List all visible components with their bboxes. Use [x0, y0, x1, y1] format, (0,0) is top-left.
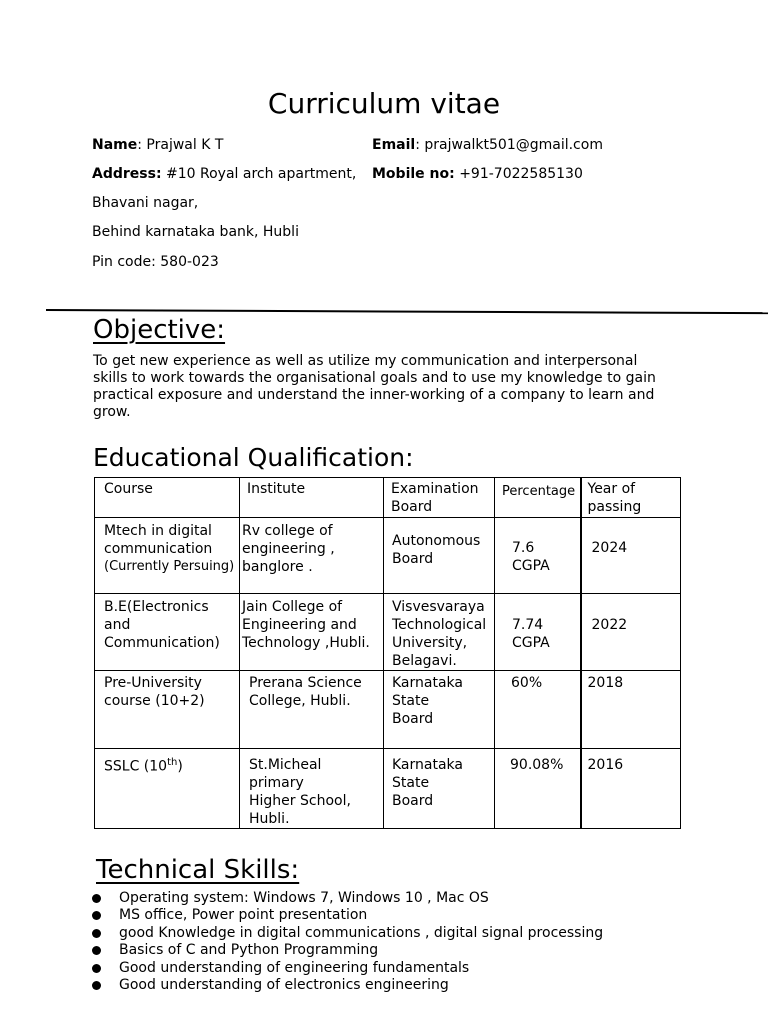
address-line-2: Bhavani nagar, [92, 195, 199, 211]
header-board: Examination Board [384, 478, 495, 518]
email-line: Email: prajwalkt501@gmail.com [372, 137, 603, 153]
name-line: Name: Prajwal K T [92, 137, 224, 153]
list-item: Good understanding of engineering fundamentals [90, 960, 603, 977]
bullet-icon [92, 911, 101, 920]
list-item: Basics of C and Python Programming [90, 942, 603, 959]
address-line1: #10 Royal arch apartment, [166, 166, 357, 182]
row-0-percentage: 7.6 CGPA [495, 518, 581, 594]
email-value: prajwalkt501@gmail.com [424, 137, 603, 153]
header-year: Year of passing [581, 478, 681, 518]
list-item: Operating system: Windows 7, Windows 10 , Mac OS [90, 890, 603, 907]
email-label: Email [372, 137, 416, 153]
skills-list [90, 890, 603, 994]
page-title: Curriculum vitae [267, 87, 501, 120]
name-label: Name [92, 137, 138, 153]
pin-code: Pin code: 580-023 [92, 254, 219, 270]
list-item: MS office, Power point presentation [90, 907, 603, 924]
row-0-course: Mtech in digital communication (Currently Persuing) [95, 518, 240, 594]
table-row [95, 518, 681, 594]
address-label: Address: [92, 166, 162, 182]
address-line-3: Behind karnataka bank, Hubli [92, 224, 299, 240]
row-3-course: SSLC (10th) [95, 749, 240, 829]
row-2-course: Pre-University course (10+2) [95, 671, 240, 749]
bullet-icon [92, 981, 101, 990]
header-institute: Institute [240, 478, 384, 518]
table-header-row [95, 478, 681, 518]
list-item: Good understanding of electronics engineering [90, 977, 603, 994]
row-2-percentage: 60% [495, 671, 581, 749]
row-3-board: Karnataka State Board [384, 749, 495, 829]
row-3-institute: St.Micheal primary Higher School, Hubli. [240, 749, 384, 829]
bullet-icon [92, 894, 101, 903]
mobile-line [372, 165, 583, 183]
header-percentage: Percentage [495, 478, 581, 518]
skills-heading: Technical Skills: [96, 855, 300, 885]
name-value: Prajwal K T [146, 137, 224, 153]
table-row [95, 671, 681, 749]
row-1-percentage: 7.74 CGPA [495, 594, 581, 671]
row-2-board: Karnataka State Board [384, 671, 495, 749]
row-0-year: 2024 [581, 518, 681, 594]
row-1-board: Visvesvaraya Technological University, Belagavi. [384, 594, 495, 671]
header-course: Course [95, 478, 240, 518]
row-1-institute: Jain College of Engineering and Technology ,Hubli. [240, 594, 384, 671]
table-row [95, 749, 681, 829]
row-2-year: 2018 [581, 671, 681, 749]
bullet-icon [92, 946, 101, 955]
row-0-institute: Rv college of engineering , banglore . [240, 518, 384, 594]
row-1-course: B.E(Electronics and Communication) [95, 594, 240, 671]
objective-text: To get new experience as well as utilize my communication and interpersonal skills to work towards the organisational goals and to use my knowledge to gain practical exposure and understand the inner-working of a company to learn and grow. [93, 353, 656, 420]
row-3-year: 2016 [581, 749, 681, 829]
mobile-label: Mobile no: [372, 166, 455, 182]
bullet-icon [92, 964, 101, 973]
address-line-1 [92, 165, 356, 183]
table-row [95, 594, 681, 671]
row-0-board: Autonomous Board [384, 518, 495, 594]
education-heading: Educational Qualification: [93, 443, 414, 472]
mobile-value: +91-7022585130 [459, 166, 583, 182]
education-table [94, 477, 681, 829]
list-item: good Knowledge in digital communications , digital signal processing [90, 925, 603, 942]
row-1-year: 2022 [581, 594, 681, 671]
row-3-percentage: 90.08% [495, 749, 581, 829]
row-2-institute: Prerana Science College, Hubli. [240, 671, 384, 749]
objective-heading: Objective: [93, 315, 226, 345]
bullet-icon [92, 929, 101, 938]
